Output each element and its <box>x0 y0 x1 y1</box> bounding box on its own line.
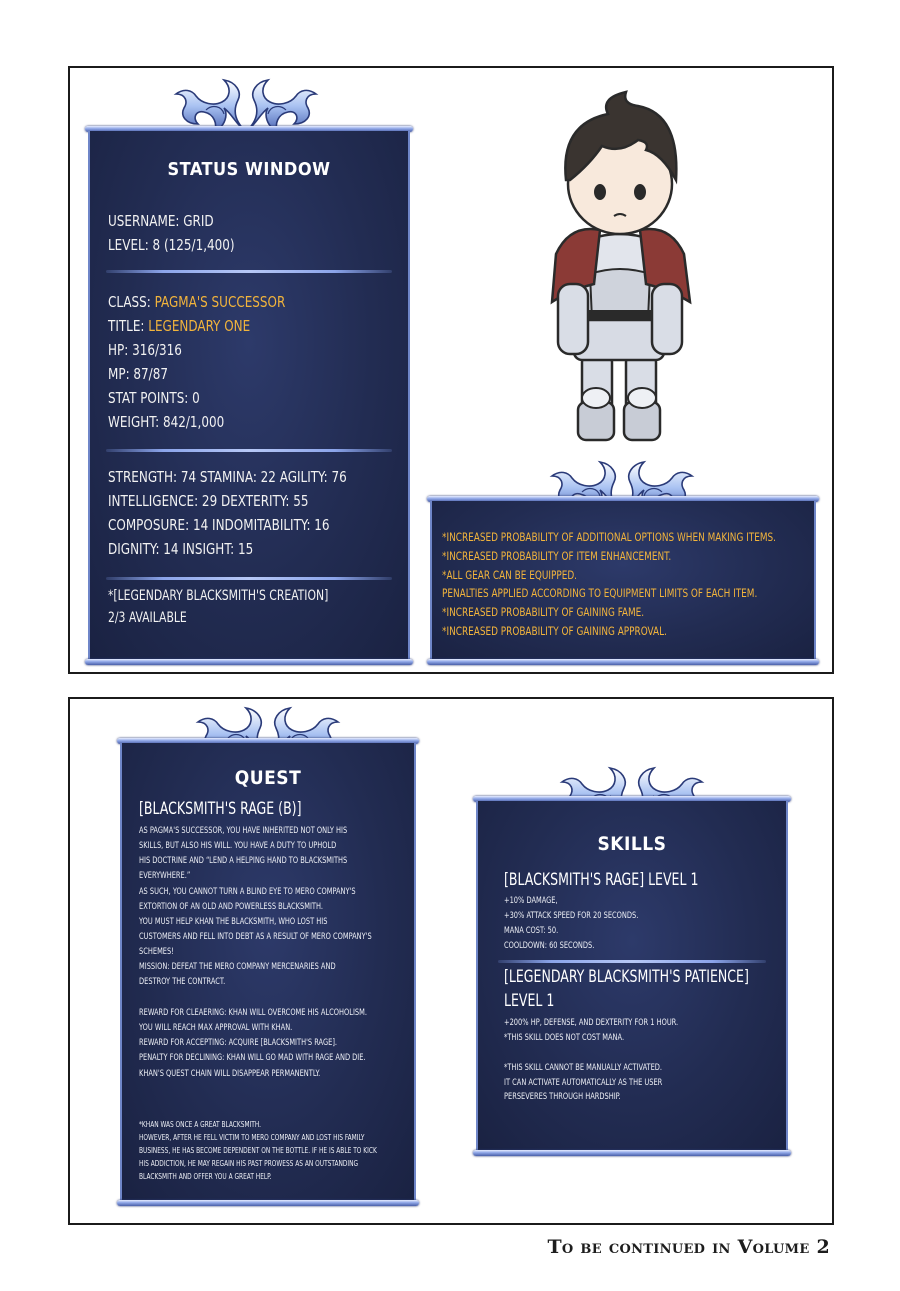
quest-note-5: BLACKSMITH AND OFFER YOU A GREAT HELP. <box>139 1172 272 1181</box>
quest-body-4: EVERYWHERE.” <box>139 871 191 881</box>
skill-1-line-2: +30% ATTACK SPEED FOR 20 SECONDS. <box>504 911 639 921</box>
mp: MP: 87/87 <box>108 365 168 383</box>
quest-reward-4: PENALTY FOR DECLINING: KHAN WILL GO MAD WITH RAGE AND DIE. <box>139 1053 366 1063</box>
quest-body-9: SCHEMES! <box>139 947 174 957</box>
status-window-bottom-bar <box>85 659 413 665</box>
quest-body-2: SKILLS, BUT ALSO HIS WILL. YOU HAVE A DUTY TO UPHOLD <box>139 841 337 851</box>
quest-reward-1: REWARD FOR CLEAERING: KHAN WILL OVERCOME HIS ALCOHOLISM. <box>139 1008 367 1018</box>
quest-body-5: AS SUCH, YOU CANNOT TURN A BLIND EYE TO MERO COMPANY'S <box>139 887 356 897</box>
quest-panel <box>120 743 416 1201</box>
quest-title: QUEST <box>234 767 302 789</box>
hp: HP: 316/316 <box>108 341 182 359</box>
skill-2-note-3: PERSEVERES THROUGH HARDSHIP. <box>504 1092 621 1102</box>
quest-body-8: CUSTOMERS AND FELL INTO DEBT AS A RESULT OF MERO COMPANY'S <box>139 932 372 942</box>
quest-reward-2: YOU WILL REACH MAX APPROVAL WITH KHAN. <box>139 1023 293 1033</box>
status-window-title: STATUS WINDOW <box>167 159 331 180</box>
status-separator-2 <box>106 449 392 452</box>
status-separator-1 <box>106 270 392 273</box>
effect-line-1: *INCREASED PROBABILITY OF ADDITIONAL OPTIONS WHEN MAKING ITEMS. <box>442 530 777 544</box>
title-value: LEGENDARY ONE <box>148 317 251 335</box>
stats-line-3: COMPOSURE: 14 INDOMITABILITY: 16 <box>108 516 330 534</box>
skill-2-line-2: *THIS SKILL DOES NOT COST MANA. <box>504 1033 625 1043</box>
creation-line-1: *[LEGENDARY BLACKSMITH'S CREATION] <box>108 588 329 604</box>
level: LEVEL: 8 (125/1,400) <box>108 236 235 254</box>
quest-note-3: BUSINESS, HE HAS BECOME DEPENDENT ON THE BOTTLE. IF HE IS ABLE TO KICK <box>139 1146 377 1155</box>
effect-line-5: *INCREASED PROBABILITY OF GAINING FAME. <box>442 605 645 619</box>
skill-1-line-1: +10% DAMAGE, <box>504 896 558 906</box>
quest-body-1: AS PAGMA'S SUCCESSOR, YOU HAVE INHERITED NOT ONLY HIS <box>139 826 348 836</box>
skills-separator <box>498 960 766 963</box>
quest-reward-3: REWARD FOR ACCEPTING: ACQUIRE [BLACKSMITH'S RAGE]. <box>139 1038 338 1048</box>
effect-line-2: *INCREASED PROBABILITY OF ITEM ENHANCEMENT. <box>442 549 672 563</box>
quest-note-4: HIS ADDICTION, HE MAY REGAIN HIS PAST PROWESS AS AN OUTSTANDING <box>139 1159 359 1168</box>
quest-reward-5: KHAN'S QUEST CHAIN WILL DISAPPEAR PERMANENTLY. <box>139 1069 321 1079</box>
stats-line-1: STRENGTH: 74 STAMINA: 22 AGILITY: 76 <box>108 468 347 486</box>
effects-panel <box>430 501 816 659</box>
skill-2-name-line-2: LEVEL 1 <box>504 991 555 1011</box>
effects-bottom-bar <box>427 659 819 665</box>
skill-1-name: [BLACKSMITH'S RAGE] LEVEL 1 <box>504 870 699 890</box>
username: USERNAME: GRID <box>108 212 214 230</box>
quest-body-10: MISSION: DEFEAT THE MERO COMPANY MERCENARIES AND <box>139 962 336 972</box>
character-illustration <box>530 84 710 452</box>
quest-body-11: DESTROY THE CONTRACT. <box>139 977 226 987</box>
quest-body-3: HIS DOCTRINE AND “LEND A HELPING HAND TO BLACKSMITHS <box>139 856 348 866</box>
status-window-panel <box>88 131 410 659</box>
status-separator-3 <box>106 577 392 580</box>
skill-1-line-4: COOLDOWN: 60 SECONDS. <box>504 941 595 951</box>
skill-2-note-1: *THIS SKILL CANNOT BE MANUALLY ACTIVATED. <box>504 1063 663 1073</box>
quest-bottom-bar <box>117 1200 419 1206</box>
quest-body-6: EXTORTION OF AN OLD AND POWERLESS BLACKSMITH. <box>139 902 323 912</box>
effect-line-3: *ALL GEAR CAN BE EQUIPPED. <box>442 568 577 582</box>
skill-2-note-2: IT CAN ACTIVATE AUTOMATICALLY AS THE USER <box>504 1078 663 1088</box>
status-window-ornament <box>166 74 326 134</box>
class-line <box>108 293 285 311</box>
class-value: PAGMA'S SUCCESSOR <box>154 293 286 311</box>
skills-bottom-bar <box>473 1150 791 1156</box>
class-label: CLASS: <box>108 293 155 311</box>
skill-2-name-line-1: [LEGENDARY BLACKSMITH'S PATIENCE] <box>504 967 749 987</box>
skills-panel <box>476 801 788 1151</box>
effect-line-4: PENALTIES APPLIED ACCORDING TO EQUIPMENT LIMITS OF EACH ITEM. <box>442 586 758 600</box>
quest-note-2: HOWEVER, AFTER HE FELL VICTIM TO MERO COMPANY AND LOST HIS FAMILY <box>139 1133 365 1142</box>
quest-name: [BLACKSMITH'S RAGE (B)] <box>139 799 302 819</box>
stat-points: STAT POINTS: 0 <box>108 389 200 407</box>
skills-title: SKILLS <box>597 833 667 855</box>
title-label: TITLE: <box>108 317 149 335</box>
quest-note-1: *KHAN WAS ONCE A GREAT BLACKSMITH. <box>139 1120 262 1129</box>
quest-body-7: YOU MUST HELP KHAN THE BLACKSMITH, WHO LOST HIS <box>139 917 328 927</box>
stats-line-4: DIGNITY: 14 INSIGHT: 15 <box>108 540 254 558</box>
skill-2-line-1: +200% HP, DEFENSE, AND DEXTERITY FOR 1 HOUR. <box>504 1018 679 1028</box>
stats-line-2: INTELLIGENCE: 29 DEXTERITY: 55 <box>108 492 309 510</box>
skill-1-line-3: MANA COST: 50. <box>504 926 559 936</box>
continued-caption: To be continued in Volume 2 <box>547 1236 830 1258</box>
effect-line-6: *INCREASED PROBABILITY OF GAINING APPROVAL. <box>442 624 667 638</box>
weight: WEIGHT: 842/1,000 <box>108 413 225 431</box>
creation-line-2: 2/3 AVAILABLE <box>108 610 187 626</box>
title-line <box>108 317 250 335</box>
